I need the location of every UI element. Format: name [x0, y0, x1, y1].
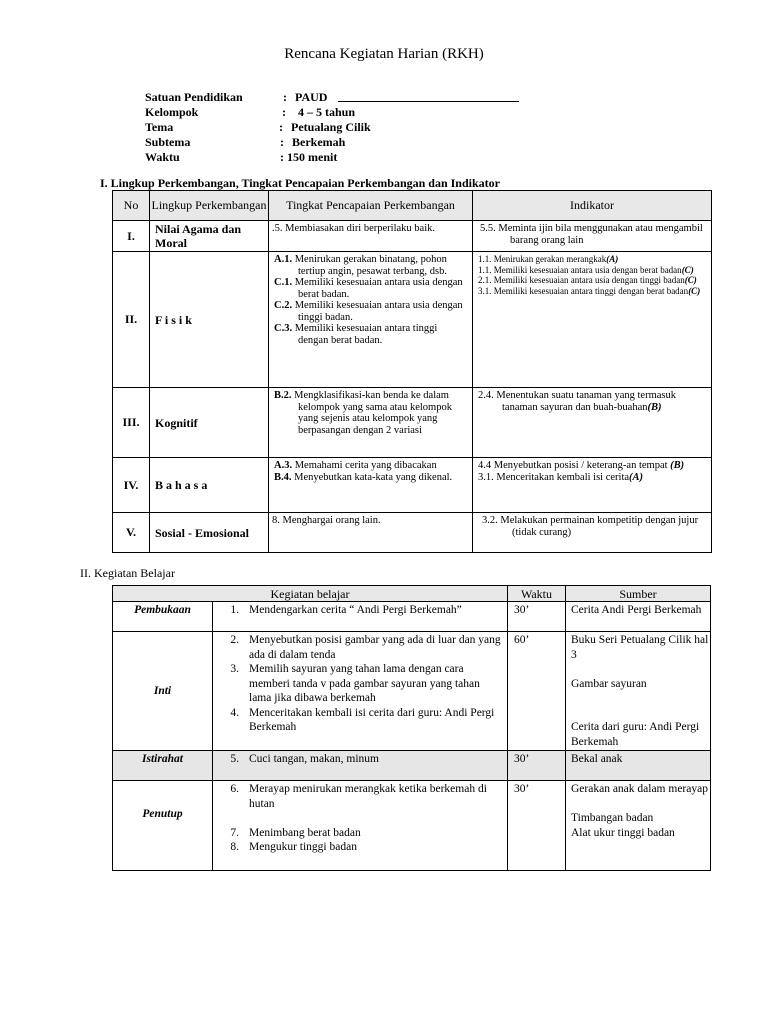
activity-text: Merayap menirukan merangkak ketika berkemah di hutan: [249, 783, 487, 810]
document-title: Rencana Kegiatan Harian (RKH): [284, 46, 484, 62]
row-number: I.: [113, 221, 150, 252]
indikator-item: [476, 515, 708, 538]
waktu-cell: 30’: [508, 602, 566, 632]
item-code: 3.2.: [482, 515, 498, 526]
item-code: B.2.: [274, 390, 292, 401]
activity-item: [213, 826, 507, 841]
section-heading-2: II. Kegiatan Belajar: [80, 566, 175, 580]
col-header-indikator: Indikator: [473, 191, 712, 221]
item-code: B.4.: [274, 471, 292, 483]
tingkat-item: [272, 390, 469, 436]
identity-label: Waktu: [145, 150, 180, 164]
indikator-item: [476, 265, 708, 276]
activity-number: 6.: [230, 783, 239, 795]
fill-line: [338, 101, 519, 102]
tingkat-cell: [269, 458, 473, 513]
activity-item: [213, 662, 507, 706]
identity-value: 150 menit: [287, 150, 338, 164]
identity-sep: :: [282, 105, 286, 119]
item-code: 1.1.: [478, 264, 492, 275]
identity-sep: :: [280, 150, 284, 164]
section-label: Penutup: [113, 781, 213, 871]
identity-value: PAUD: [295, 90, 328, 104]
col-header-lingkup: Lingkup Perkembangan: [150, 191, 269, 221]
tingkat-cell: [269, 221, 473, 252]
indikator-cell: [473, 252, 712, 388]
sumber-cell: [566, 751, 711, 781]
item-text: Melakukan permainan kompetitip dengan jujur (tidak curang): [500, 515, 699, 538]
indikator-cell: [473, 388, 712, 458]
activity-item: [213, 706, 507, 735]
item-code: .5.: [272, 223, 283, 234]
item-tag: (A): [606, 254, 619, 264]
identity-sep: :: [283, 90, 287, 104]
activity-text: Menyebutkan posisi gambar yang ada di luar dan yang ada di dalam tenda: [249, 634, 501, 661]
activity-item: [213, 752, 507, 767]
activity-item: [213, 603, 507, 618]
item-tag: (B): [670, 460, 685, 471]
indikator-item: [476, 254, 708, 265]
item-text: Memiliki kesesuaian antara tinggi dengan berat badan.: [294, 323, 438, 346]
sumber-item: Timbangan badan: [571, 812, 654, 824]
sumber-item: Cerita Andi Pergi Berkemah: [571, 604, 702, 616]
item-code: 2.1.: [478, 275, 492, 285]
tingkat-item: [272, 323, 469, 346]
item-code: 1.1.: [478, 254, 492, 264]
item-text: Menceritakan kembali isi cerita: [496, 471, 630, 483]
table-row: [113, 781, 711, 871]
sumber-cell: [566, 602, 711, 632]
table-row: [113, 221, 712, 252]
identity-label: Kelompok: [145, 105, 199, 119]
table-row: [113, 513, 712, 553]
item-code: C.2.: [274, 300, 293, 311]
indikator-item: [476, 460, 708, 472]
table-row: [113, 252, 712, 388]
activity-number: 5.: [230, 753, 239, 765]
activity-item: [213, 840, 507, 855]
identity-value: Petualang Cilik: [291, 120, 371, 134]
activity-cell: [213, 632, 508, 751]
activity-table: [112, 585, 711, 871]
item-text: Menirukan gerakan merangkak: [493, 254, 607, 264]
waktu-cell: 60’: [508, 632, 566, 751]
table-row: [113, 602, 711, 632]
item-text: Memahami cerita yang dibacakan: [294, 460, 437, 471]
col-header-kegiatan: Kegiatan belajar: [113, 586, 508, 602]
table-row: [113, 388, 712, 458]
item-text: Menentukan suatu tanaman yang termasuk tanaman sayuran dan buah-buahan: [496, 390, 676, 413]
item-code: C.3.: [274, 323, 293, 334]
activity-item: [213, 633, 507, 662]
item-code: 3.1.: [478, 285, 492, 296]
activity-number: 8.: [230, 841, 239, 853]
tingkat-item: [272, 300, 469, 323]
sumber-item: Gambar sayuran: [571, 677, 647, 690]
table-row: [113, 458, 712, 513]
col-header-waktu: Waktu: [508, 586, 566, 602]
activity-cell: [213, 751, 508, 781]
tingkat-cell: [269, 513, 473, 553]
activity-number: 4.: [230, 706, 239, 719]
activity-text: Cuci tangan, makan, minum: [249, 753, 379, 765]
lingkup-cell: B a h a s a: [150, 458, 269, 513]
indikator-cell: [473, 221, 712, 252]
item-text: Menirukan gerakan binatang, pohon tertiup angin, pesawat terbang, dsb.: [294, 254, 447, 277]
section-heading-1: I. Lingkup Perkembangan, Tingkat Pencapaian Perkembangan dan Indikator: [100, 176, 500, 190]
item-tag: (C): [681, 264, 694, 275]
tingkat-cell: [269, 388, 473, 458]
sumber-item: Gerakan anak dalam merayap: [571, 783, 708, 795]
indikator-item: [476, 390, 708, 413]
indikator-item: [476, 223, 708, 246]
identity-label: Tema: [145, 120, 174, 134]
identity-label: Satuan Pendidikan: [145, 90, 243, 104]
activity-number: 1.: [230, 604, 239, 616]
item-text: Meminta ijin bila menggunakan atau mengambil barang orang lain: [498, 223, 703, 246]
indikator-item: [476, 472, 708, 484]
item-tag: (B): [647, 401, 662, 413]
tingkat-item: [272, 472, 469, 484]
lingkup-cell: Sosial - Emosional: [150, 513, 269, 553]
lingkup-cell: Kognitif: [150, 388, 269, 458]
item-code: 5.5.: [480, 223, 496, 234]
tingkat-item: [272, 277, 469, 300]
sumber-item: Cerita dari guru: Andi Pergi Berkemah: [571, 721, 700, 748]
col-header-no: No: [113, 191, 150, 221]
item-text: Menyebutkan kata-kata yang dikenal.: [294, 471, 453, 483]
table-row: [113, 751, 711, 781]
table-row: [113, 632, 711, 751]
identity-value: Berkemah: [292, 135, 346, 149]
section-label: Istirahat: [113, 751, 213, 781]
tingkat-cell: [269, 252, 473, 388]
activity-number: 2.: [230, 634, 239, 646]
waktu-cell: 30’: [508, 751, 566, 781]
activity-item: [213, 782, 507, 811]
identity-sep: :: [280, 135, 284, 149]
item-code: A.3.: [274, 460, 293, 471]
sumber-cell: [566, 632, 711, 751]
identity-label: Subtema: [145, 135, 191, 149]
col-header-sumber: Sumber: [566, 586, 711, 602]
row-number: II.: [113, 252, 150, 388]
item-tag: (A): [629, 471, 644, 483]
tingkat-item: [272, 460, 469, 472]
item-text: Memiliki kesesuaian antara usia dengan tinggi badan.: [294, 300, 463, 323]
item-code: C.1.: [274, 277, 293, 288]
section-label: Inti: [113, 632, 213, 751]
identity-value: 4 – 5 tahun: [298, 105, 356, 119]
indikator-cell: [473, 513, 712, 553]
item-text: Menghargai orang lain.: [282, 515, 381, 526]
identity-sep: :: [279, 120, 283, 134]
item-tag: (C): [684, 275, 697, 285]
sumber-cell: [566, 781, 711, 871]
lingkup-cell: F i s i k: [150, 252, 269, 388]
lingkup-cell: Nilai Agama dan Moral: [150, 221, 269, 252]
sumber-item: Buku Seri Petualang Cilik hal 3: [571, 634, 709, 661]
indikator-cell: [473, 458, 712, 513]
activity-number: 3.: [230, 663, 239, 675]
item-code: 8.: [272, 515, 280, 526]
activity-text: Menceritakan kembali isi cerita dari guru: Andi Pergi Berkemah: [249, 706, 495, 733]
activity-text: Mengukur tinggi badan: [249, 841, 357, 853]
activity-text: Memilih sayuran yang tahan lama dengan cara memberi tanda v pada gambar sayuran yang tahan lama jika dibawa berkemah: [249, 663, 480, 704]
activity-text: Mendengarkan cerita “ Andi Pergi Berkemah”: [249, 604, 462, 616]
item-code: A.1.: [274, 254, 293, 265]
indikator-item: [476, 275, 708, 286]
row-number: V.: [113, 513, 150, 553]
item-text: Memiliki kesesuaian antara usia dengan berat badan: [493, 264, 682, 275]
col-header-tingkat: Tingkat Pencapaian Perkembangan: [269, 191, 473, 221]
activity-cell: [213, 602, 508, 632]
item-text: Memiliki kesesuaian antara usia dengan berat badan.: [294, 277, 463, 300]
item-text: Memiliki kesesuaian antara tinggi dengan berat badan: [493, 285, 689, 296]
indicator-table: [112, 190, 712, 553]
item-code: 4.4: [478, 460, 492, 471]
tingkat-item: [272, 223, 469, 235]
row-number: III.: [113, 388, 150, 458]
activity-text: Menimbang berat badan: [249, 826, 361, 839]
item-code: 3.1.: [478, 471, 494, 483]
row-number: IV.: [113, 458, 150, 513]
item-text: Menyebutkan posisi / keterang-an tempat: [493, 460, 668, 471]
sumber-item: Alat ukur tinggi badan: [571, 826, 675, 839]
item-text: Membiasakan diri berperilaku baik.: [285, 223, 435, 234]
sumber-item: Bekal anak: [571, 753, 623, 765]
activity-cell: [213, 781, 508, 871]
activity-number: 7.: [230, 826, 239, 839]
item-text: Mengklasifikasi-kan benda ke dalam kelompok yang sama atau kelompok yang sejenis atau kelompok yang berpasangan dengan 2 variasi: [294, 390, 452, 436]
tingkat-item: [272, 254, 469, 277]
indikator-item: [476, 286, 708, 297]
waktu-cell: 30’: [508, 781, 566, 871]
item-code: 2.4.: [478, 390, 494, 401]
item-tag: (C): [688, 285, 701, 296]
section-label: Pembukaan: [113, 602, 213, 632]
item-text: Memiliki kesesuaian antara usia dengan tinggi badan: [493, 275, 685, 285]
tingkat-item: [272, 515, 469, 527]
